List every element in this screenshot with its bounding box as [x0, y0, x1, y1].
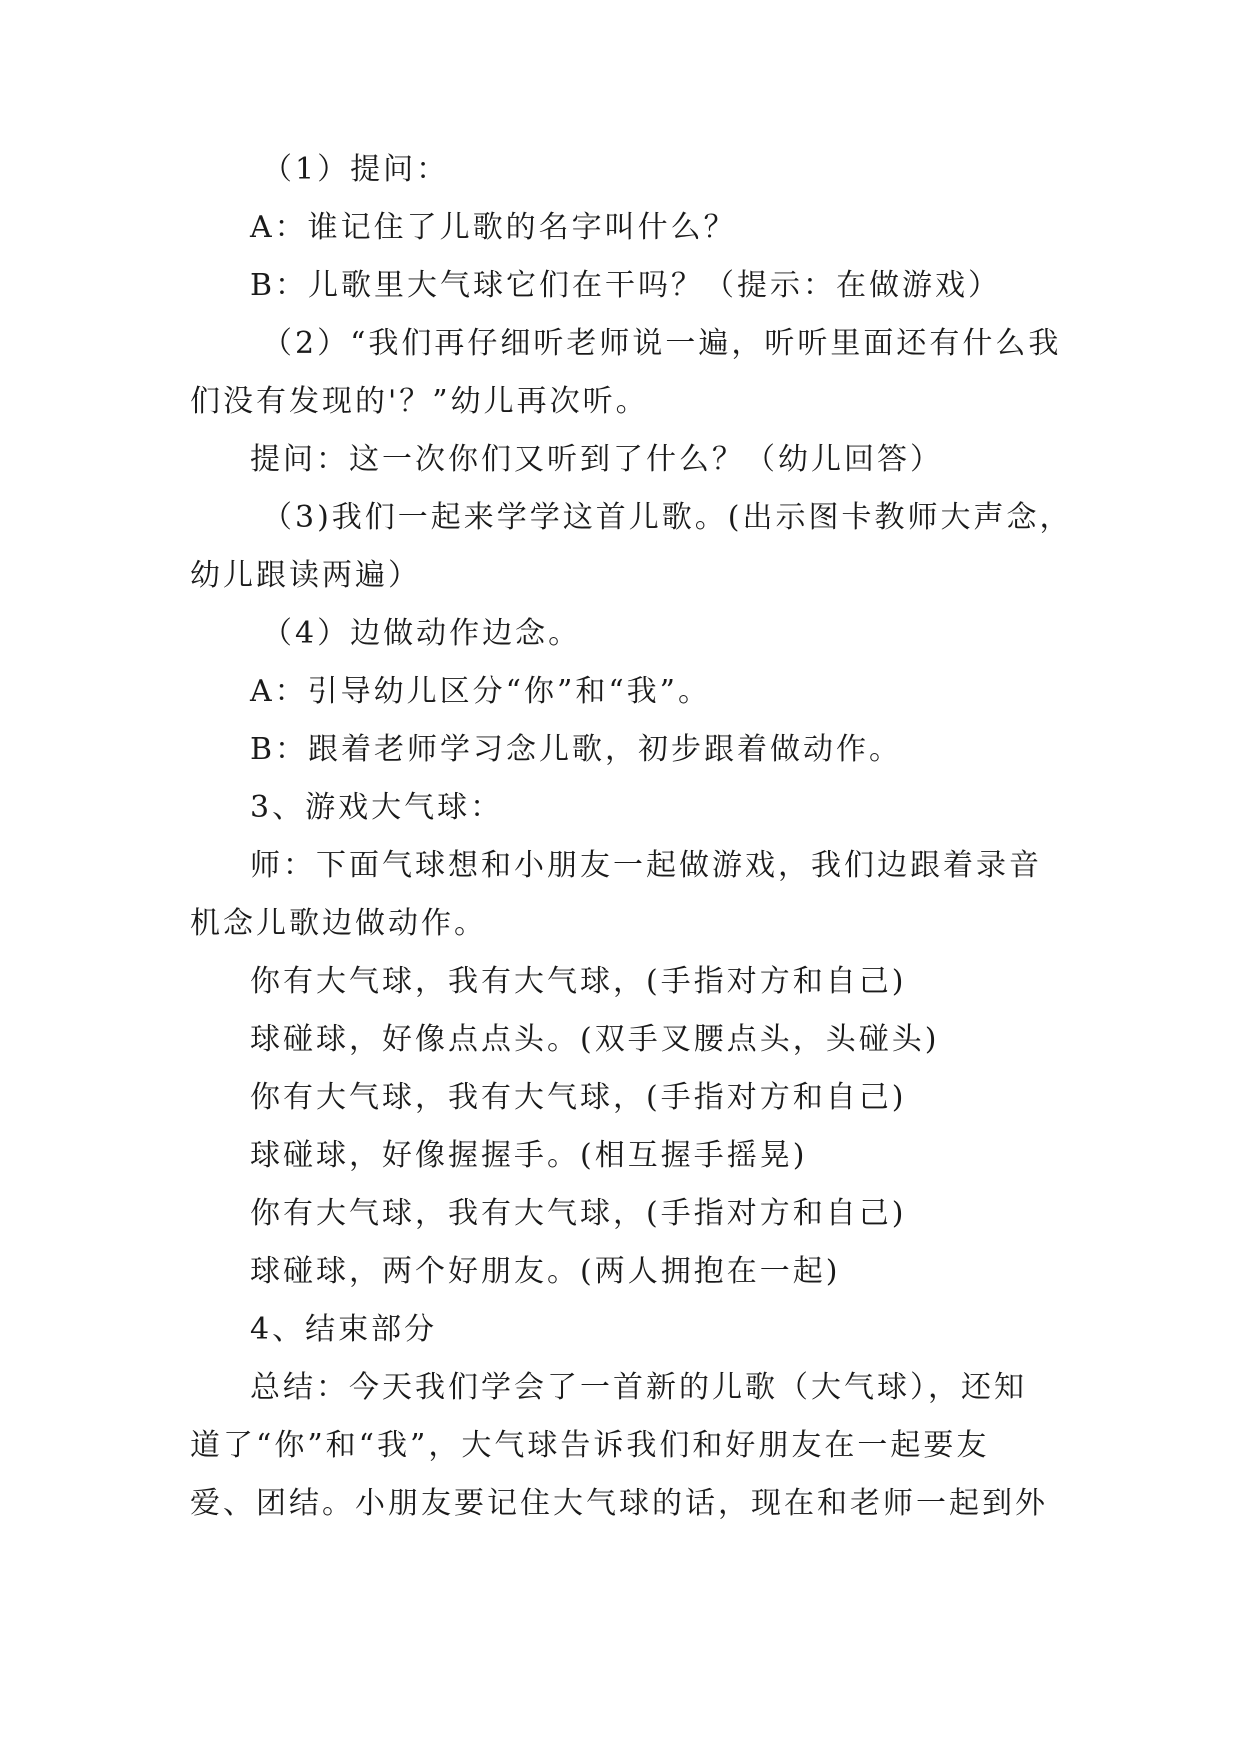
summary-line-3: 爱、团结。小朋友要记住大气球的话，现在和老师一起到外 [190, 1486, 1048, 1521]
step-3-line-1: （3)我们一起来学学这首儿歌。(出示图卡教师大声念， [262, 500, 1073, 535]
song-line-2: 球碰球，好像点点头。(双手叉腰点头，头碰头) [250, 1022, 940, 1057]
question-b: B：儿歌里大气球它们在干吗？（提示：在做游戏） [250, 268, 1002, 303]
teacher-line-2: 机念儿歌边做动作。 [190, 906, 487, 941]
step-2-line-1: （2）“我们再仔细听老师说一遍，听听里面还有什么我 [262, 326, 1062, 361]
step-2-question: 提问：这一次你们又听到了什么？（幼儿回答） [250, 442, 943, 477]
summary-line-1: 总结：今天我们学会了一首新的儿歌（大气球），还知 [250, 1370, 1027, 1405]
summary-line-2: 道了“你”和“我”，大气球告诉我们和好朋友在一起要友 [190, 1428, 990, 1463]
section-4-heading: 4、结束部分 [250, 1312, 438, 1347]
step-4-heading: （4）边做动作边念。 [262, 616, 582, 651]
question-heading: （1）提问： [262, 152, 450, 187]
step-2-line-2: 们没有发现的'？”幼儿再次听。 [190, 384, 649, 419]
song-line-6: 球碰球，两个好朋友。(两人拥抱在一起) [250, 1254, 841, 1289]
step-4-b: B：跟着老师学习念儿歌，初步跟着做动作。 [250, 732, 903, 767]
step-4-a: A：引导幼儿区分“你”和“我”。 [250, 674, 712, 709]
step-3-line-2: 幼儿跟读两遍） [190, 558, 421, 593]
question-a: A：谁记住了儿歌的名字叫什么？ [250, 210, 737, 245]
song-line-5: 你有大气球，我有大气球，(手指对方和自己) [250, 1196, 907, 1231]
teacher-line-1: 师：下面气球想和小朋友一起做游戏，我们边跟着录音 [250, 848, 1042, 883]
song-line-4: 球碰球，好像握握手。(相互握手摇晃) [250, 1138, 808, 1173]
song-line-3: 你有大气球，我有大气球，(手指对方和自己) [250, 1080, 907, 1115]
song-line-1: 你有大气球，我有大气球，(手指对方和自己) [250, 964, 907, 999]
section-3-heading: 3、游戏大气球： [250, 790, 504, 825]
